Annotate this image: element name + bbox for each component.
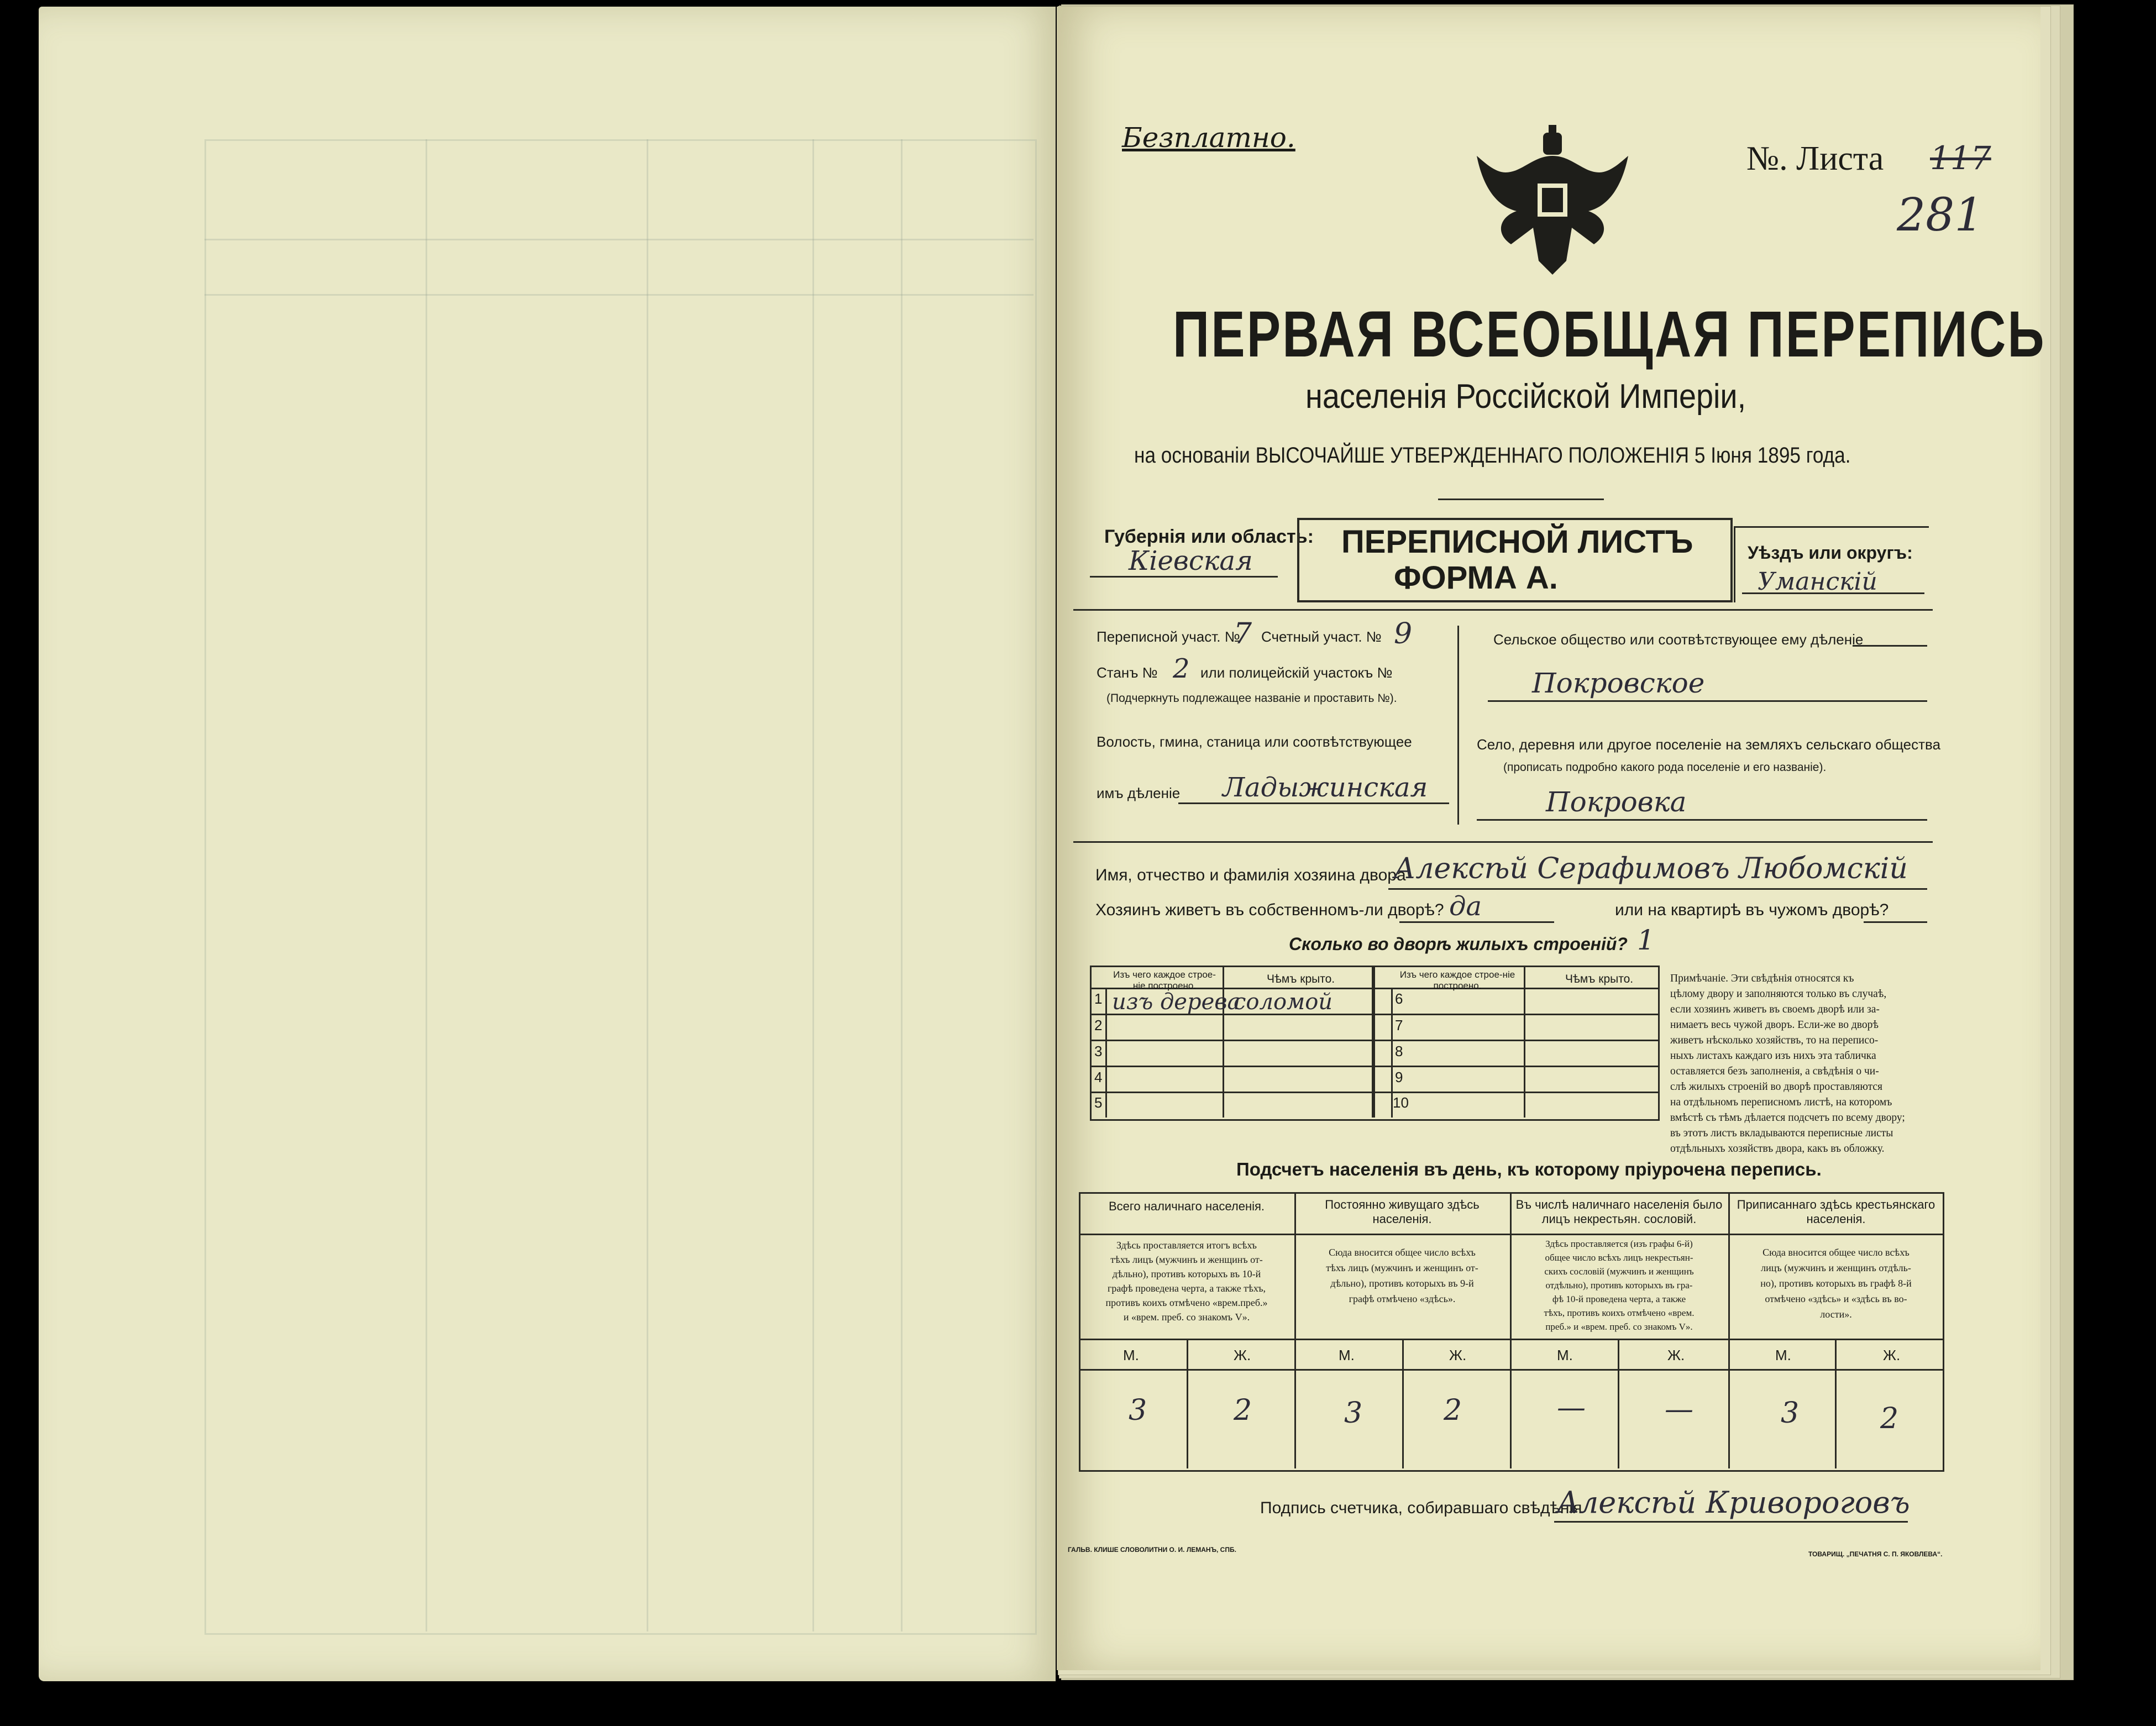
count-col-rule: [1728, 1192, 1730, 1468]
desc-line: графѣ отмѣчено «здѣсь».: [1349, 1293, 1456, 1304]
count-col-desc: [1734, 1245, 1938, 1322]
remark-line: цѣлому двору и заполняются только въ случаѣ,: [1670, 988, 1887, 1000]
count-col-rule: [1510, 1192, 1512, 1468]
buildings-row-number: 1: [1094, 990, 1103, 1007]
buildings-row-number: 3: [1094, 1043, 1103, 1059]
remark-line: слѣ жилыхъ строеній во дворѣ проставляются: [1670, 1081, 1883, 1093]
buildings-label: Сколько во дворѣ жилыхъ строеній?: [1289, 934, 1628, 954]
buildings-row-number: 9: [1395, 1069, 1403, 1085]
female-label: Ж.: [1234, 1347, 1251, 1363]
desc-line: дѣльно), противъ которыхъ въ 9-й: [1330, 1278, 1474, 1289]
signature-label: Подпись счетчика, собиравшаго свѣдѣнія: [1260, 1499, 1582, 1517]
volost-label: Волость, гмина, станица или соотвѣтствующее: [1097, 733, 1412, 750]
society-field-2[interactable]: [1488, 700, 1927, 702]
count-value[interactable]: 3: [1781, 1397, 1800, 1430]
basis-line: на основаніи ВЫСОЧАЙШЕ УТВЕРЖДЕННАГО ПОЛОЖЕНІЯ 5 Іюня 1895 года.: [1134, 443, 1851, 468]
lives-field-2[interactable]: [1864, 921, 1927, 923]
village-note: (прописать подробно какого рода поселеніе и его названіе).: [1503, 761, 1827, 774]
buildings-col-rule: [1372, 966, 1375, 1118]
owner-value: Алексѣй Серафимовъ Любомскій: [1394, 852, 1908, 885]
remark-line: если хозяинъ живетъ въ своемъ дворѣ или за-: [1670, 1004, 1880, 1015]
buildings-col-material: Изъ чего каждое строе-ніе построено.: [1399, 969, 1515, 991]
count-col-desc: [1300, 1245, 1504, 1307]
buildings-row-rule: [1090, 1092, 1658, 1093]
signature-field[interactable]: [1554, 1521, 1908, 1523]
remark-line: на отдѣльномъ переписномъ листѣ, на которомъ: [1670, 1097, 1892, 1108]
buildings-row-rule: [1090, 1040, 1658, 1041]
volost-value: Ладыжинская: [1223, 772, 1428, 803]
buildings-col-rule: [1105, 988, 1107, 1118]
desc-line: лости».: [1820, 1309, 1852, 1320]
count-value[interactable]: —: [1557, 1391, 1586, 1424]
gubernia-label: Губернія или область:: [1104, 526, 1314, 547]
gubernia-value: Кіевская: [1129, 545, 1253, 576]
male-label: М.: [1775, 1347, 1791, 1363]
desc-line: тѣхъ лицъ (мужчинъ и женщинъ от-: [1110, 1254, 1263, 1265]
village-value: Покровка: [1546, 786, 1687, 818]
society-field-1[interactable]: [1853, 645, 1927, 647]
desc-line: Здѣсь проставляется (изъ графы 6-й): [1545, 1239, 1693, 1249]
remark-line: вмѣстѣ съ тѣмъ дѣлается подсчетъ по всему двору;: [1670, 1112, 1905, 1124]
free-stamp: Безплатно.: [1122, 122, 1295, 154]
printer-right: ТОВАРИЩ. „ПЕЧАТНЯ С. П. ЯКОВЛЕВА“.: [1808, 1550, 1943, 1558]
form-name: ФОРМА А.: [1394, 560, 1558, 596]
female-label: Ж.: [1449, 1347, 1467, 1363]
buildings-row-number: 8: [1395, 1043, 1403, 1059]
page-title: ПЕРВАЯ ВСЕОБЩАЯ ПЕРЕПИСЬ: [1173, 298, 2046, 371]
male-label: М.: [1557, 1347, 1573, 1363]
lives-label: Хозяинъ живетъ въ собственномъ-ли дворѣ?: [1095, 901, 1444, 919]
counting-area-value: 9: [1394, 617, 1413, 650]
coat-of-arms-icon: [1472, 123, 1633, 283]
volost-field[interactable]: [1178, 802, 1449, 804]
remark-line: нимаетъ весь чужой дворъ. Если-же во дворѣ: [1670, 1019, 1879, 1031]
buildings-value: 1: [1637, 924, 1655, 956]
lives-field[interactable]: [1399, 921, 1554, 923]
desc-line: но), противъ которыхъ въ графѣ 8-й: [1760, 1278, 1912, 1289]
remark-line: въ этотъ листъ вкладываются переписные листы: [1670, 1127, 1893, 1139]
desc-line: дѣльно), противъ которыхъ въ 10-й: [1112, 1268, 1261, 1279]
bleed-through-line: [812, 139, 814, 1631]
count-col-rule: [1294, 1192, 1296, 1468]
count-col-rule: [1187, 1339, 1188, 1468]
sheet-number: 281: [1897, 189, 1984, 242]
desc-line: и «врем. преб. со знакомъ V».: [1123, 1311, 1250, 1323]
remark-line: отдѣльныхъ хозяйствъ двора, какъ въ обложку.: [1670, 1143, 1885, 1155]
bleed-through-line: [426, 139, 427, 1631]
printer-left: ГАЛЬВ. КЛИШЕ СЛОВОЛИТНИ О. И. ЛЕМАНЪ, СПБ.: [1068, 1546, 1236, 1554]
remark-line: ныхъ листахъ каждаго изъ нихъ эта табличка: [1670, 1050, 1876, 1062]
female-label: Ж.: [1667, 1347, 1685, 1363]
buildings-row-number: 6: [1395, 990, 1403, 1007]
buildings-col-roof: Чѣмъ крыто.: [1267, 973, 1335, 985]
female-label: Ж.: [1883, 1347, 1901, 1363]
count-value[interactable]: —: [1665, 1393, 1693, 1426]
bleed-through-line: [901, 139, 903, 1631]
district-divider: [1457, 626, 1459, 825]
desc-line: тѣхъ лицъ (мужчинъ и женщинъ от-: [1326, 1262, 1478, 1273]
desc-line: отдѣльно), противъ которыхъ въ гра-: [1545, 1280, 1693, 1290]
count-value[interactable]: 2: [1880, 1402, 1899, 1435]
bleed-through-table: [204, 139, 1037, 1635]
buildings-row-number: 4: [1094, 1069, 1103, 1085]
police-label: или полицейскій участокъ №: [1200, 664, 1393, 681]
district-top-rule: [1073, 609, 1933, 611]
count-col-head: Всего наличнаго населенія.: [1108, 1199, 1265, 1213]
count-value[interactable]: 2: [1444, 1394, 1462, 1427]
count-value[interactable]: 3: [1129, 1394, 1147, 1427]
village-field[interactable]: [1477, 819, 1927, 821]
census-area-value: 7: [1234, 617, 1252, 650]
male-label: М.: [1339, 1347, 1355, 1363]
count-col-rule: [1402, 1339, 1404, 1468]
building-material: изъ дерева: [1112, 989, 1241, 1015]
buildings-col-rule: [1223, 966, 1224, 1118]
buildings-row-rule: [1090, 1066, 1658, 1067]
desc-line: графѣ проведена черта, а также тѣхъ,: [1108, 1283, 1266, 1294]
count-col-desc: [1515, 1237, 1723, 1334]
right-page: [1057, 7, 2046, 1670]
district-note: (Подчеркнуть подлежащее названіе и проставить №).: [1106, 692, 1397, 705]
desc-line: отмѣчено «здѣсь» и «здѣсь въ во-: [1765, 1293, 1907, 1304]
count-col-head: Въ числѣ наличнаго населенія было лицъ некрестьян. сословій.: [1515, 1198, 1723, 1226]
buildings-row-number: 10: [1393, 1094, 1409, 1111]
remark-line: оставляется безъ заполненія, а свѣдѣнія о чи-: [1670, 1066, 1879, 1077]
uezd-field[interactable]: [1742, 592, 1924, 594]
owner-field[interactable]: [1388, 888, 1927, 890]
count-col-head: Приписаннаго здѣсь крестьянскаго населенія.: [1737, 1198, 1935, 1226]
count-value[interactable]: 3: [1344, 1397, 1363, 1430]
uezd-value: Уманскій: [1758, 568, 1877, 596]
village-label: Село, деревня или другое поселеніе на земляхъ сельскаго общества: [1477, 736, 1941, 753]
sheet-number-struck: 117: [1930, 139, 1991, 177]
buildings-row-number: 5: [1094, 1094, 1103, 1111]
census-area-label: Переписной участ. №: [1097, 628, 1240, 645]
bleed-through-line: [647, 139, 648, 1631]
desc-line: тѣхъ, противъ коихъ отмѣчено «врем.: [1544, 1308, 1695, 1318]
district-bottom-rule: [1073, 841, 1933, 843]
remark-line: живетъ нѣсколько хозяйствъ, то на переписо-: [1670, 1035, 1879, 1046]
count-col-desc: [1084, 1238, 1289, 1324]
desc-line: противъ коихъ отмѣчено «врем.преб.»: [1105, 1297, 1268, 1308]
page-subtitle: населенія Россійской Имперіи,: [1305, 377, 1746, 416]
remark-line: Примѣчаніе. Эти свѣдѣнія относятся къ: [1670, 973, 1854, 984]
remark-block: [1670, 971, 1930, 1157]
bleed-through-line: [204, 239, 1034, 240]
male-label: М.: [1123, 1347, 1139, 1363]
desc-line: Здѣсь проставляется итогъ всѣхъ: [1116, 1240, 1257, 1251]
bleed-through-line: [204, 294, 1034, 296]
building-roof: соломой: [1234, 989, 1333, 1015]
uezd-label: Уѣздъ или округъ:: [1748, 543, 1913, 563]
buildings-row-number: 7: [1395, 1017, 1403, 1033]
lives-label-2: или на квартирѣ въ чужомъ дворѣ?: [1615, 901, 1889, 919]
lives-value: да: [1449, 891, 1482, 922]
ornament-divider: [1438, 499, 1604, 500]
desc-line: фѣ 10-й проведена черта, а также: [1552, 1294, 1686, 1304]
desc-line: Сюда вносится общее число всѣхъ: [1762, 1247, 1910, 1258]
society-value: Покровское: [1532, 667, 1705, 699]
desc-line: общее число всѣхъ лицъ некрестьян-: [1545, 1252, 1693, 1263]
form-title: ПЕРЕПИСНОЙ ЛИСТЪ: [1341, 524, 1693, 560]
owner-label: Имя, отчество и фамилія хозяина двора: [1095, 866, 1406, 884]
buildings-col-material: Изъ чего каждое строе-ніе построено.: [1113, 969, 1216, 991]
count-col-rule: [1618, 1339, 1619, 1468]
desc-line: лицъ (мужчинъ и женщинъ отдѣль-: [1761, 1262, 1911, 1273]
count-table-title: Подсчетъ населенія въ день, къ которому пріурочена перепись.: [1236, 1159, 1822, 1179]
stan-value: 2: [1173, 653, 1190, 684]
desc-line: преб.» и «врем. преб. со знакомъ V».: [1545, 1321, 1693, 1332]
count-value[interactable]: 2: [1234, 1394, 1252, 1427]
count-col-rule: [1835, 1339, 1837, 1468]
buildings-col-roof: Чѣмъ крыто.: [1565, 973, 1634, 985]
buildings-row-number: 2: [1094, 1017, 1103, 1033]
sheet-label: №. Листа: [1746, 140, 1884, 177]
desc-line: Сюда вносится общее число всѣхъ: [1329, 1247, 1476, 1258]
count-col-head: Постоянно живущаго здѣсь населенія.: [1325, 1198, 1480, 1226]
left-page: [39, 7, 1056, 1681]
stan-label: Станъ №: [1097, 664, 1158, 681]
desc-line: скихъ сословій (мужчинъ и женщинъ: [1544, 1266, 1694, 1277]
signature: Алексѣй Кривороговъ: [1557, 1485, 1910, 1520]
counting-area-label: Счетный участ. №: [1261, 628, 1382, 645]
volost-label-2: имъ дѣленіе: [1097, 785, 1181, 801]
society-label: Сельское общество или соотвѣтствующее ему дѣленіе: [1493, 631, 1864, 648]
buildings-col-rule: [1524, 966, 1525, 1118]
